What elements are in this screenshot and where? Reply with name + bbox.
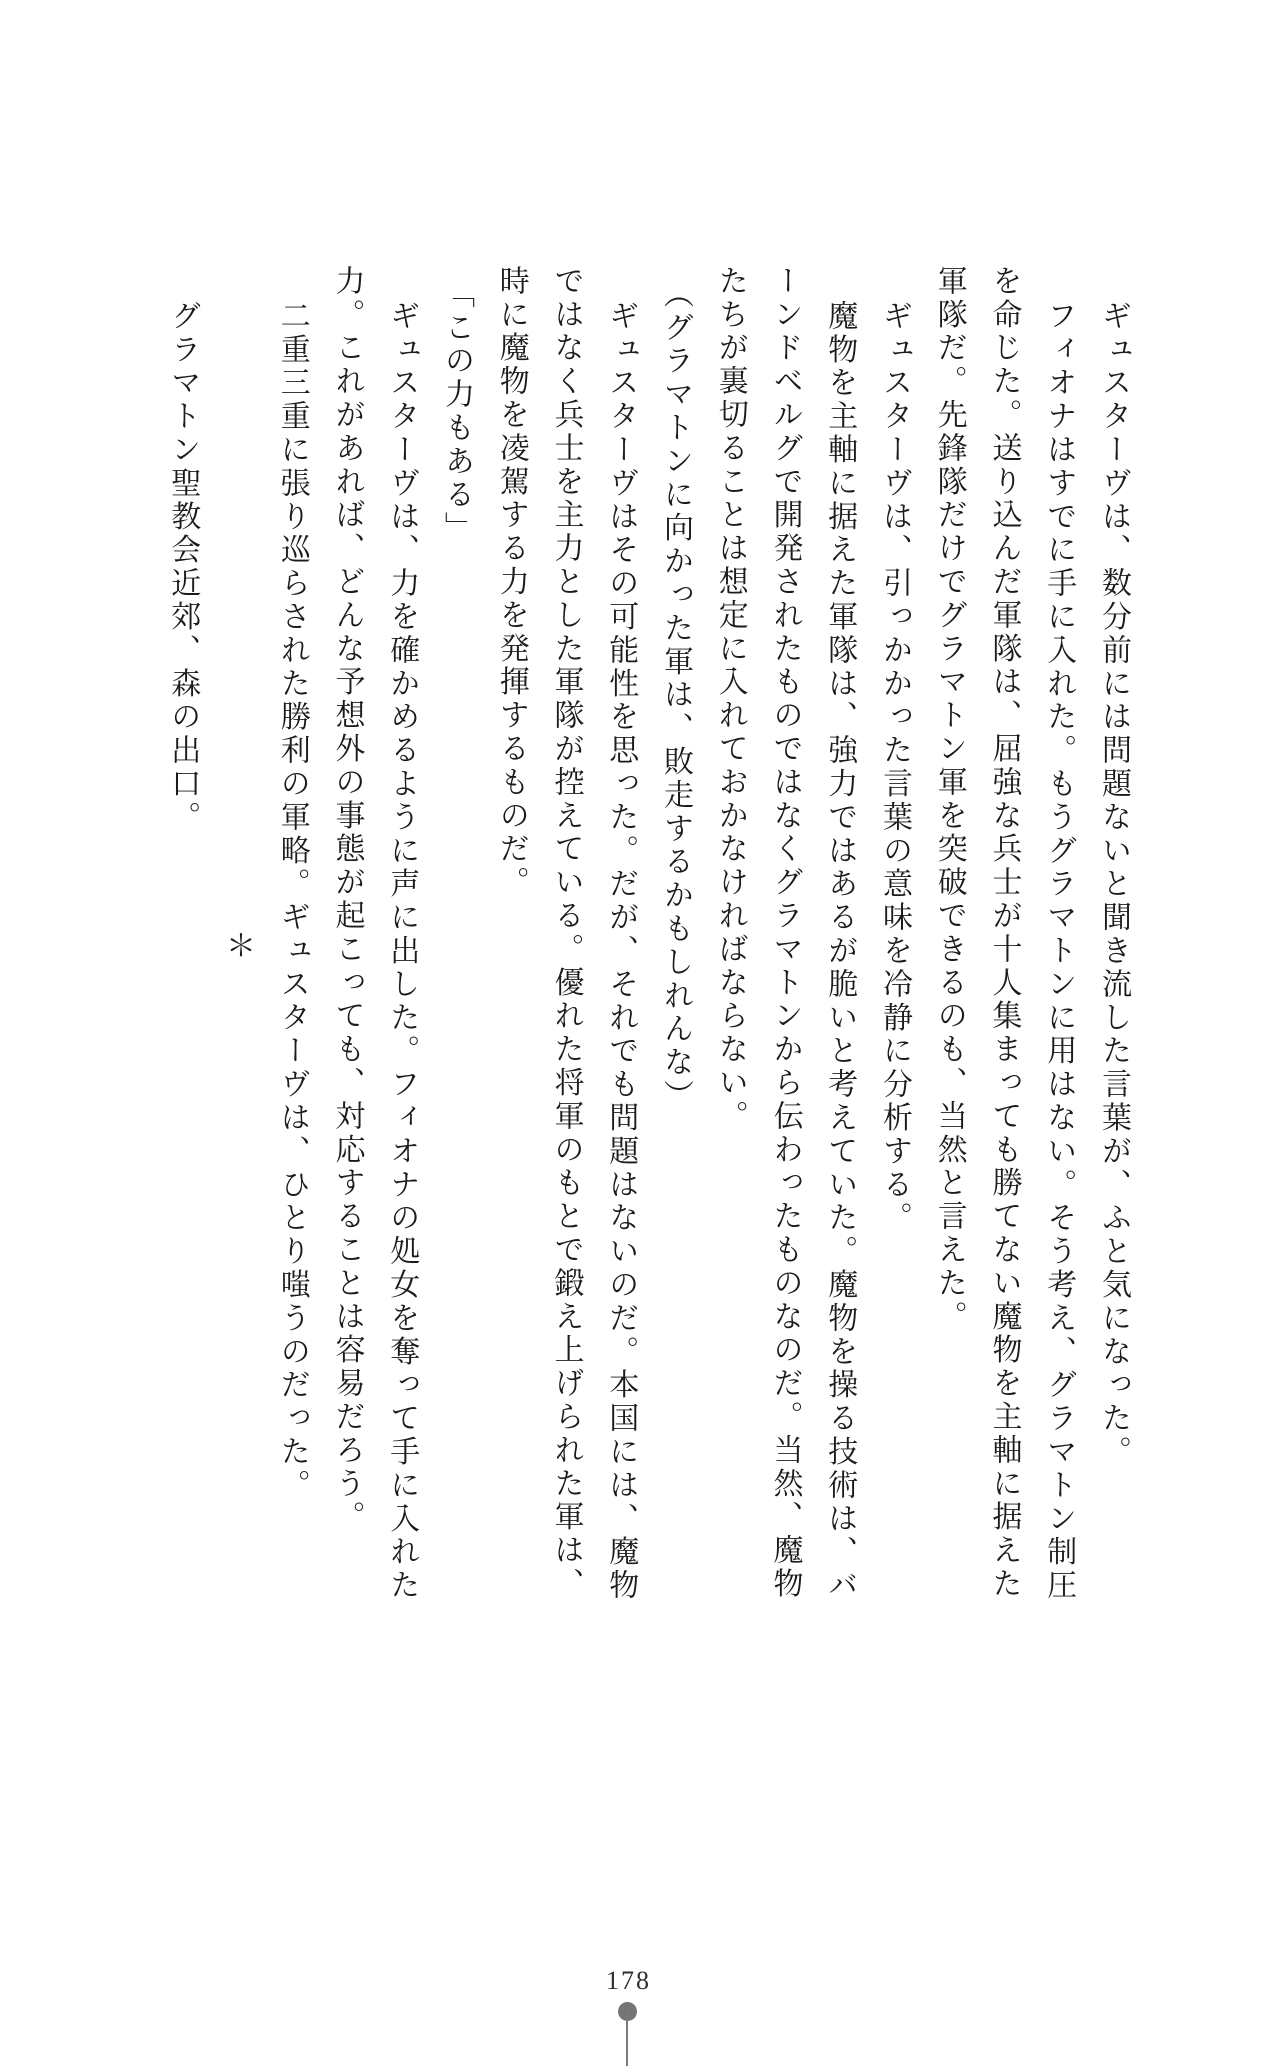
text-column-16: 二重三重に張り巡らされた勝利の軍略。ギュスターヴは、ひとり嗤うのだった。 (275, 300, 309, 1503)
page-number: 178 (606, 1966, 651, 1995)
scene-break-column: ＊ (221, 930, 254, 964)
text-column-13: 「この力もある」 (440, 278, 473, 546)
text-column-18: グラマトン聖教会近郊、森の出口。 (166, 300, 200, 835)
pin-stem-line (626, 2012, 628, 2066)
text-column-12: 時に魔物を凌駕する力を発揮するものだ。 (494, 265, 528, 900)
text-column-8: たちが裏切ることは想定に入れておかなければならない。 (713, 265, 747, 1134)
text-column-3: を命じた。送り込んだ軍隊は、屈強な兵士が十人集まっても勝てない魔物を主軸に据えた (987, 265, 1021, 1601)
text-column-14: ギュスターヴは、力を確かめるように声に出した。フィオナの処女を奪って手に入れた (385, 300, 419, 1603)
text-column-7: ーンドベルグで開発されたものではなくグラマトンから伝わったものなのだ。当然、魔物 (768, 265, 802, 1601)
text-column-10: ギュスターヴはその可能性を思った。だが、それでも問題はないのだ。本国には、魔物 (604, 300, 638, 1603)
text-column-9: （グラマトンに向かった軍は、敗走するかもしれんな） (659, 278, 692, 1113)
text-column-2: フィオナはすでに手に入れた。もうグラマトンに用はない。そう考え、グラマトン制圧 (1042, 300, 1076, 1603)
text-column-1: ギュスターヴは、数分前には問題ないと聞き流した言葉が、ふと気になった。 (1097, 300, 1130, 1469)
text-column-4: 軍隊だ。先鋒隊だけでグラマトン軍を突破できるのも、当然と言えた。 (932, 265, 966, 1334)
text-column-11: ではなく兵士を主力とした軍隊が控えている。優れた将軍のもとで鍛え上げられた軍は、 (549, 265, 583, 1601)
vertical-text-block (155, 265, 1141, 1610)
text-column-6: 魔物を主軸に据えた軍隊は、強力ではあるが脆いと考えていた。魔物を操る技術は、バ (823, 300, 857, 1603)
text-column-5: ギュスターヴは、引っかかった言葉の意味を冷静に分析する。 (878, 300, 911, 1236)
text-column-15: 力。これがあれば、どんな予想外の事態が起こっても、対応することは容易だろう。 (330, 265, 364, 1535)
